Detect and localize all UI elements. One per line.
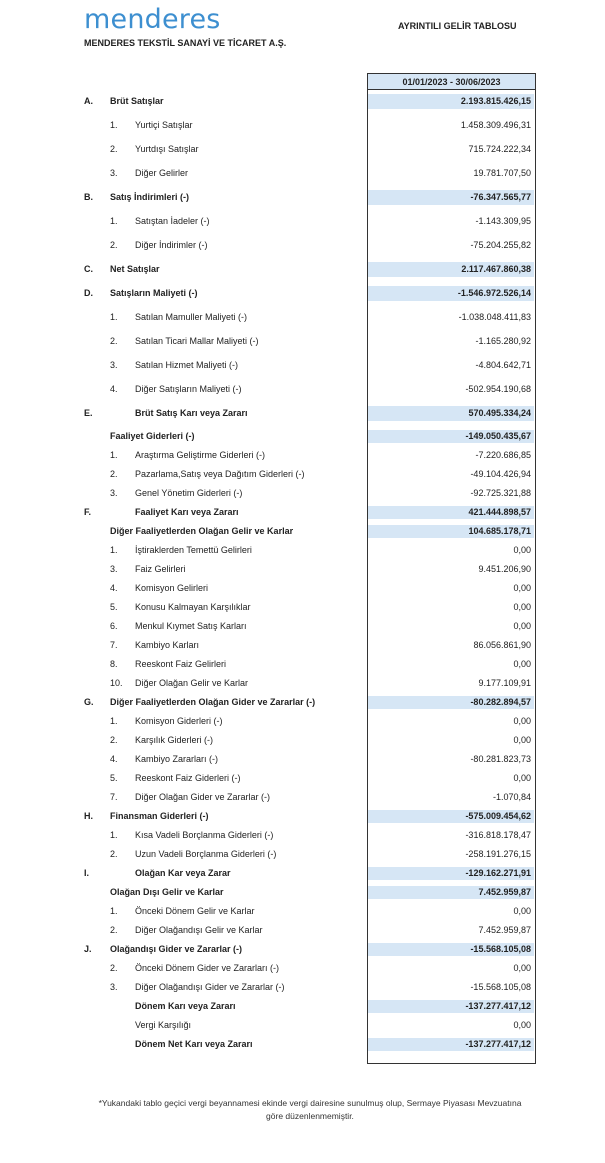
row-value: -1.165.280,92	[475, 336, 531, 346]
row-label: Karşılık Giderleri (-)	[135, 735, 214, 745]
row-label: Menkul Kıymet Satış Karları	[135, 621, 247, 631]
row-value: -137.277.417,12	[368, 1038, 534, 1051]
row-value: -92.725.321,88	[470, 488, 531, 498]
row-label: Uzun Vadeli Borçlanma Giderleri (-)	[135, 849, 277, 859]
row-number: 6.	[110, 621, 118, 631]
table-row	[0, 142, 605, 166]
row-value: -49.104.426,94	[470, 469, 531, 479]
row-number: 3.	[110, 360, 118, 370]
row-number: 2.	[110, 963, 118, 973]
table-row	[0, 829, 605, 848]
table-row	[0, 406, 605, 430]
row-label: Reeskont Faiz Giderleri (-)	[135, 773, 241, 783]
table-row	[0, 166, 605, 190]
period-header: 01/01/2023 - 30/06/2023	[368, 74, 535, 90]
row-label: Diğer Gelirler	[135, 168, 189, 178]
table-row	[0, 262, 605, 286]
table-row	[0, 118, 605, 142]
table-row	[0, 382, 605, 406]
table-row	[0, 715, 605, 734]
table-row	[0, 468, 605, 487]
table-row	[0, 696, 605, 715]
row-value: -1.546.972.526,14	[368, 286, 534, 301]
row-number: 4.	[110, 384, 118, 394]
row-number: 1.	[110, 312, 118, 322]
table-row	[0, 677, 605, 696]
row-number: 1.	[110, 716, 118, 726]
row-value: -80.281.823,73	[470, 754, 531, 764]
table-row	[0, 582, 605, 601]
table-row	[0, 734, 605, 753]
row-value: 2.193.815.426,15	[368, 94, 534, 109]
row-label: Diğer Faaliyetlerden Olağan Gelir ve Karlar	[110, 526, 294, 536]
row-number: 2.	[110, 240, 118, 250]
table-row	[0, 791, 605, 810]
row-value: 0,00	[513, 963, 531, 973]
row-label: Satılan Mamuller Maliyeti (-)	[135, 312, 248, 322]
row-label: Satılan Hizmet Maliyeti (-)	[135, 360, 239, 370]
row-label: Dönem Net Karı veya Zararı	[135, 1039, 253, 1049]
table-row	[0, 238, 605, 262]
table-row	[0, 430, 605, 449]
row-label: Brüt Satış Karı veya Zararı	[135, 408, 248, 418]
company-name: MENDERES TEKSTİL SANAYİ VE TİCARET A.Ş.	[84, 38, 287, 48]
row-label: Kısa Vadeli Borçlanma Giderleri (-)	[135, 830, 274, 840]
row-value: 2.117.467.860,38	[368, 262, 534, 277]
table-row	[0, 962, 605, 981]
row-label: Faaliyet Giderleri (-)	[110, 431, 195, 441]
row-value: 0,00	[513, 1020, 531, 1030]
row-value: 0,00	[513, 735, 531, 745]
row-code: G.	[84, 697, 94, 707]
row-number: 3.	[110, 564, 118, 574]
row-label: Diğer Olağandışı Gider ve Zararlar (-)	[135, 982, 285, 992]
row-value: -7.220.686,85	[475, 450, 531, 460]
row-label: Reeskont Faiz Gelirleri	[135, 659, 227, 669]
table-row	[0, 810, 605, 829]
row-number: 1.	[110, 120, 118, 130]
table-row	[0, 214, 605, 238]
row-value: -75.204.255,82	[470, 240, 531, 250]
row-number: 7.	[110, 640, 118, 650]
row-number: 2.	[110, 849, 118, 859]
table-row	[0, 449, 605, 468]
row-code: F.	[84, 507, 92, 517]
row-number: 3.	[110, 488, 118, 498]
row-value: 7.452.959,87	[368, 886, 534, 899]
row-label: Faiz Gelirleri	[135, 564, 186, 574]
table-row	[0, 886, 605, 905]
row-value: 1.458.309.496,31	[460, 120, 531, 130]
row-number: 4.	[110, 583, 118, 593]
row-value: 9.177.109,91	[478, 678, 531, 688]
footnote: *Yukandaki tablo geçici vergi beyannamesi ekinde vergi dairesine sunulmuş olup, Sermaye Piyasası Mevzuatına göre düzenlenmemiştir.	[98, 1098, 522, 1121]
row-value: -316.818.178,47	[465, 830, 531, 840]
row-label: Pazarlama,Satış veya Dağıtım Giderleri (-)	[135, 469, 305, 479]
row-label: Brüt Satışlar	[110, 96, 164, 106]
table-row	[0, 848, 605, 867]
table-row	[0, 658, 605, 677]
table-row	[0, 286, 605, 310]
row-code: E.	[84, 408, 93, 418]
row-number: 1.	[110, 450, 118, 460]
row-number: 2.	[110, 735, 118, 745]
row-number: 5.	[110, 773, 118, 783]
table-row	[0, 334, 605, 358]
table-row	[0, 981, 605, 1000]
row-label: Kambiyo Karları	[135, 640, 200, 650]
row-label: Net Satışlar	[110, 264, 160, 274]
row-label: Satışların Maliyeti (-)	[110, 288, 198, 298]
row-label: Diğer Faaliyetlerden Olağan Gider ve Zararlar (-)	[110, 697, 316, 707]
row-label: Faaliyet Karı veya Zararı	[135, 507, 239, 517]
row-label: Satılan Ticari Mallar Maliyeti (-)	[135, 336, 259, 346]
table-row	[0, 753, 605, 772]
row-label: Önceki Dönem Gider ve Zararları (-)	[135, 963, 280, 973]
row-label: Yurtiçi Satışlar	[135, 120, 193, 130]
row-value: -80.282.894,57	[368, 696, 534, 709]
row-value: 104.685.178,71	[368, 525, 534, 538]
row-value: 9.451.206,90	[478, 564, 531, 574]
row-value: 86.056.861,90	[473, 640, 531, 650]
table-row	[0, 525, 605, 544]
row-label: Diğer Olağan Gider ve Zararlar (-)	[135, 792, 271, 802]
table-row	[0, 1000, 605, 1019]
row-value: 7.452.959,87	[478, 925, 531, 935]
row-label: Komisyon Giderleri (-)	[135, 716, 223, 726]
row-label: Komisyon Gelirleri	[135, 583, 209, 593]
table-row	[0, 487, 605, 506]
row-label: Diğer İndirimler (-)	[135, 240, 208, 250]
table-row	[0, 544, 605, 563]
table-row	[0, 506, 605, 525]
row-number: 1.	[110, 906, 118, 916]
row-label: Olağan Dışı Gelir ve Karlar	[110, 887, 224, 897]
row-value: -258.191.276,15	[465, 849, 531, 859]
row-code: J.	[84, 944, 92, 954]
row-value: -129.162.271,91	[368, 867, 534, 880]
row-value: 0,00	[513, 583, 531, 593]
table-row	[0, 905, 605, 924]
table-row	[0, 943, 605, 962]
row-label: Diğer Satışların Maliyeti (-)	[135, 384, 242, 394]
row-label: Kambiyo Zararları (-)	[135, 754, 219, 764]
row-label: İştiraklerden Temettü Gelirleri	[135, 545, 252, 555]
row-label: Vergi Karşılığı	[135, 1020, 192, 1030]
row-number: 3.	[110, 168, 118, 178]
table-row	[0, 1019, 605, 1038]
table-row	[0, 94, 605, 118]
row-number: 2.	[110, 144, 118, 154]
row-label: Konusu Kalmayan Karşılıklar	[135, 602, 251, 612]
row-label: Satıştan İadeler (-)	[135, 216, 210, 226]
row-value: -1.070,84	[492, 792, 531, 802]
row-number: 1.	[110, 830, 118, 840]
table-row	[0, 190, 605, 214]
row-number: 5.	[110, 602, 118, 612]
table-row	[0, 601, 605, 620]
row-label: Araştırma Geliştirme Giderleri (-)	[135, 450, 266, 460]
table-row	[0, 310, 605, 334]
row-number: 4.	[110, 754, 118, 764]
row-code: B.	[84, 192, 93, 202]
row-number: 1.	[110, 545, 118, 555]
table-row	[0, 772, 605, 791]
row-code: C.	[84, 264, 93, 274]
row-number: 8.	[110, 659, 118, 669]
row-label: Finansman Giderleri (-)	[110, 811, 209, 821]
row-value: 0,00	[513, 659, 531, 669]
row-value: 0,00	[513, 716, 531, 726]
row-value: -1.143.309,95	[475, 216, 531, 226]
row-code: D.	[84, 288, 93, 298]
table-row	[0, 639, 605, 658]
table-row	[0, 1038, 605, 1057]
row-label: Diğer Olağan Gelir ve Karlar	[135, 678, 249, 688]
row-label: Satış İndirimleri (-)	[110, 192, 190, 202]
row-value: -575.009.454,62	[368, 810, 534, 823]
row-value: 570.495.334,24	[368, 406, 534, 421]
document-title: AYRINTILI GELİR TABLOSU	[398, 21, 517, 31]
row-value: 715.724.222,34	[468, 144, 531, 154]
table-row	[0, 620, 605, 639]
row-number: 10.	[110, 678, 123, 688]
row-label: Önceki Dönem Gelir ve Karlar	[135, 906, 255, 916]
row-value: 0,00	[513, 906, 531, 916]
row-value: 19.781.707,50	[473, 168, 531, 178]
table-row	[0, 867, 605, 886]
row-code: I.	[84, 868, 90, 878]
row-value: -15.568.105,08	[368, 943, 534, 956]
row-label: Olağan Kar veya Zarar	[135, 868, 231, 878]
row-value: -76.347.565,77	[368, 190, 534, 205]
row-number: 2.	[110, 925, 118, 935]
row-value: -4.804.642,71	[475, 360, 531, 370]
row-value: -502.954.190,68	[465, 384, 531, 394]
row-number: 2.	[110, 469, 118, 479]
row-label: Yurtdışı Satışlar	[135, 144, 199, 154]
row-value: 0,00	[513, 773, 531, 783]
row-label: Genel Yönetim Giderleri (-)	[135, 488, 243, 498]
row-value: 0,00	[513, 602, 531, 612]
row-code: H.	[84, 811, 93, 821]
row-number: 1.	[110, 216, 118, 226]
row-label: Diğer Olağandışı Gelir ve Karlar	[135, 925, 263, 935]
table-row	[0, 924, 605, 943]
row-number: 2.	[110, 336, 118, 346]
company-logo: menderes	[84, 4, 221, 35]
row-value: -1.038.048.411,83	[458, 312, 531, 322]
table-row	[0, 563, 605, 582]
row-value: -149.050.435,67	[368, 430, 534, 443]
table-row	[0, 358, 605, 382]
row-value: 421.444.898,57	[368, 506, 534, 519]
row-number: 7.	[110, 792, 118, 802]
row-code: A.	[84, 96, 93, 106]
row-value: 0,00	[513, 621, 531, 631]
row-label: Olağandışı Gider ve Zararlar (-)	[110, 944, 243, 954]
row-number: 3.	[110, 982, 118, 992]
row-label: Dönem Karı veya Zararı	[135, 1001, 236, 1011]
row-value: -137.277.417,12	[368, 1000, 534, 1013]
row-value: -15.568.105,08	[470, 982, 531, 992]
row-value: 0,00	[513, 545, 531, 555]
income-statement-table	[0, 94, 605, 1057]
